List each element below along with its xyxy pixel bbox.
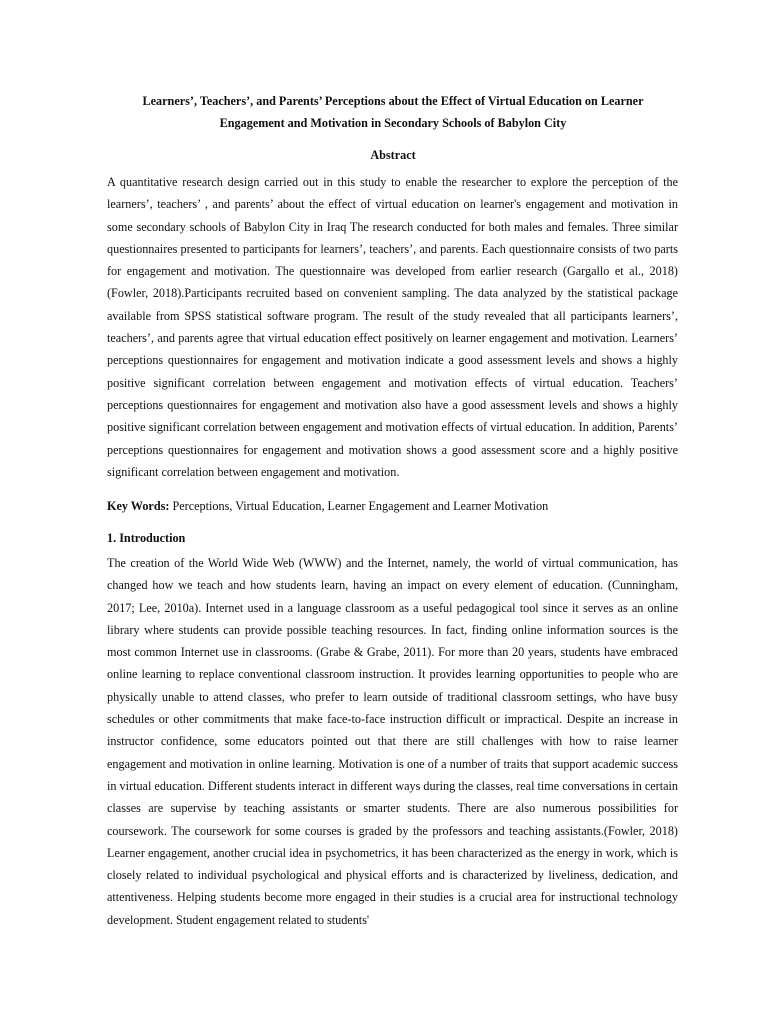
paper-title-line-1: Learners’, Teachers’, and Parents’ Perceptions about the Effect of Virtual Education on Learner bbox=[142, 94, 644, 108]
keywords-label: Key Words: bbox=[107, 499, 170, 513]
introduction-body: The creation of the World Wide Web (WWW) and the Internet, namely, the world of virtual communication, has changed how we teach and how students learn, having an impact on every element of education. (Cunningham, 2017; Lee, 2010a). Internet used in a language classroom as a useful pedagogical tool since it serves as an online library where students can provide possible teaching resources. In fact, finding online information sources is the most common Internet use in classrooms. (Grabe & Grabe, 2011). For more than 20 years, students have embraced online learning to replace conventional classroom instruction. It provides learning opportunities to people who are physically unable to attend classes, who prefer to learn outside of traditional classroom settings, who have busy schedules or other commitments that make face-to-face instruction difficult or impractical. Despite an increase in instructor confidence, some educators pointed out that there are still challenges with how to raise learner engagement and motivation in online learning. Motivation is one of a number of traits that support academic success in virtual education. Different students interact in different ways during the classes, real time conversations in certain classes are supervise by teaching assistants or smarter students. There are also numerous possibilities for coursework. The coursework for some courses is graded by the professors and teaching assistants.(Fowler, 2018) Learner engagement, another crucial idea in psychometrics, it has been characterized as the energy in work, which is closely related to individual psychological and physical efforts and is characterized by liveliness, dedication, and attentiveness. Helping students become more engaged in their studies is a crucial area for instructional technology development. Student engagement related to students' bbox=[107, 556, 678, 927]
abstract-body: A quantitative research design carried out in this study to enable the researcher to explore the perception of the learners’, teachers’ , and parents’ about the effect of virtual education on learner's engagement and motivation in some secondary schools of Babylon City in Iraq The research conducted for both males and females. Three similar questionnaires presented to participants for learners’, teachers’, and parents. Each questionnaire consists of two parts for engagement and motivation. The questionnaire was developed from earlier research (Gargallo et al., 2018) (Fowler, 2018).Participants recruited based on convenient sampling. The data analyzed by the statistical package available from SPSS statistical software program. The result of the study revealed that all participants learners’, teachers’, and parents agree that virtual education effect positively on learner engagement and motivation. Learners’ perceptions questionnaires for engagement and motivation indicate a good assessment levels and shows a highly positive significant correlation between engagement and motivation effects of virtual education. Teachers’ perceptions questionnaires for engagement and motivation also have a good assessment levels and shows a highly positive significant correlation between engagement and motivation effects of virtual education. In addition, Parents’ perceptions questionnaires for engagement and motivation shows a good assessment score and a highly positive significant correlation between engagement and motivation. bbox=[107, 175, 678, 479]
keywords-line bbox=[107, 495, 678, 517]
introduction-heading: 1. Introduction bbox=[107, 531, 186, 545]
paper-title-line-2: Engagement and Motivation in Secondary Schools of Babylon City bbox=[219, 116, 567, 130]
abstract-heading: Abstract bbox=[370, 148, 416, 162]
keywords-text: Perceptions, Virtual Education, Learner Engagement and Learner Motivation bbox=[169, 499, 549, 513]
